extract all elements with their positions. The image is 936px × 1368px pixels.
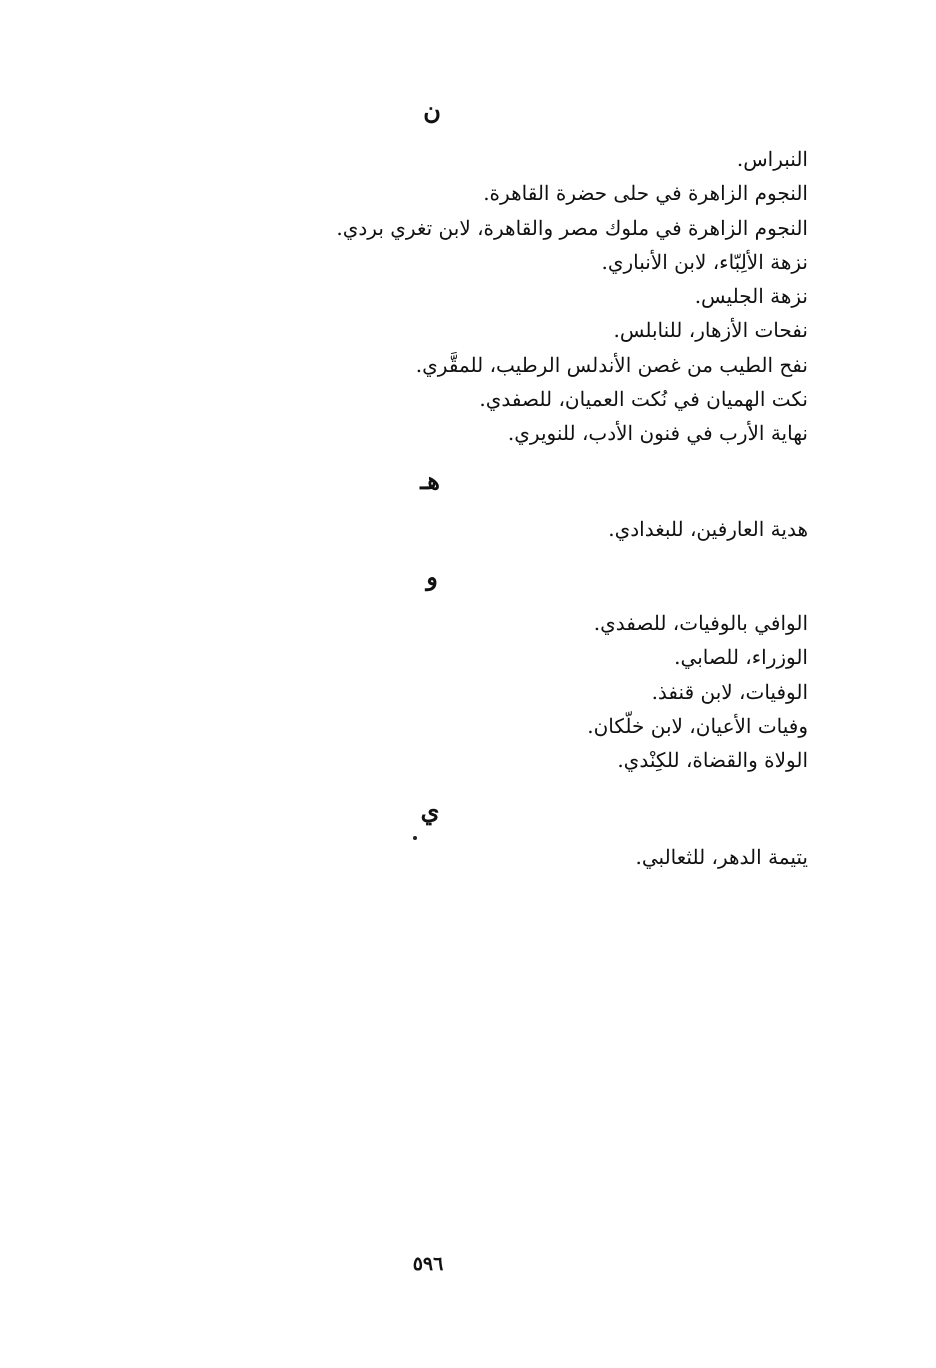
list-item: نفح الطيب من غصن الأندلس الرطيب، للمقَّري. xyxy=(415,352,808,377)
section-list-waw xyxy=(288,606,808,777)
list-item: يتيمة الدهر، للثعالبي. xyxy=(635,845,808,869)
section-heading-nun: ن xyxy=(423,96,441,125)
list-item: نهاية الأرب في فنون الأدب، للنويري. xyxy=(507,421,808,446)
section-list-nun xyxy=(288,142,808,451)
page-number: ٥٩٦ xyxy=(412,1253,444,1275)
list-item: الوفيات، لابن قنفذ. xyxy=(651,679,808,704)
section-list-ya xyxy=(288,840,808,874)
list-item: الوزراء، للصابي. xyxy=(674,645,808,670)
list-item: النجوم الزاهرة في ملوك مصر والقاهرة، لابن تغري بردي. xyxy=(336,215,808,240)
section-list-ha xyxy=(288,512,808,546)
list-item: نكت الهميان في نُكت العميان، للصفدي. xyxy=(479,387,808,412)
list-item: نفحات الأزهار، للنابلس. xyxy=(613,318,808,343)
section-heading-ya: ي xyxy=(420,796,440,825)
section-heading-ha: هـ xyxy=(420,466,440,495)
list-item: وفيات الأعيان، لابن خلّكان. xyxy=(587,713,808,738)
section-heading-waw: و xyxy=(426,562,438,591)
list-item: الوافي بالوفيات، للصفدي. xyxy=(593,611,808,635)
list-item: النجوم الزاهرة في حلى حضرة القاهرة. xyxy=(483,181,808,206)
list-item: الولاة والقضاة، للكِنْدي. xyxy=(617,748,808,773)
list-item: نزهة الجليس. xyxy=(694,284,808,309)
list-item: نزهة الألِبّاء، لابن الأنباري. xyxy=(601,249,808,274)
list-item: هدية العارفين، للبغدادي. xyxy=(608,517,808,541)
list-item: النبراس. xyxy=(736,147,808,171)
